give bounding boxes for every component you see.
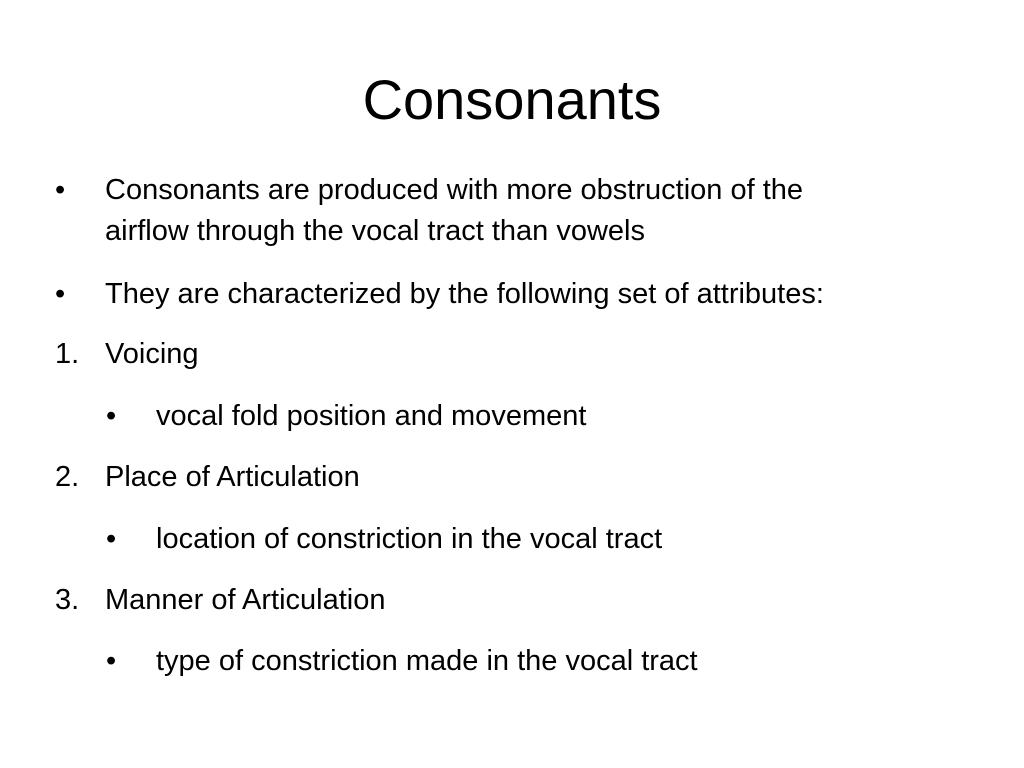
bullet-marker: •	[55, 174, 66, 206]
item-text: vocal fold position and movement	[156, 400, 587, 432]
item-text: Voicing	[105, 338, 199, 370]
slide-title: Consonants	[362, 68, 662, 131]
bullet-marker: •	[106, 645, 117, 677]
bullet-marker: •	[106, 523, 117, 555]
item-text: location of constriction in the vocal tract	[156, 523, 663, 555]
number-marker: 3.	[55, 584, 80, 616]
item-text: Manner of Articulation	[105, 584, 386, 616]
item-text: airflow through the vocal tract than vowels	[105, 215, 645, 247]
number-marker: 2.	[55, 461, 80, 493]
item-text: type of constriction made in the vocal tract	[156, 645, 698, 677]
item-text: Place of Articulation	[105, 461, 360, 493]
bullet-marker: •	[106, 400, 117, 432]
number-marker: 1.	[55, 338, 80, 370]
bullet-marker: •	[55, 278, 66, 310]
item-text: Consonants are produced with more obstruction of the	[105, 174, 804, 206]
item-text: They are characterized by the following set of attributes:	[105, 278, 824, 310]
